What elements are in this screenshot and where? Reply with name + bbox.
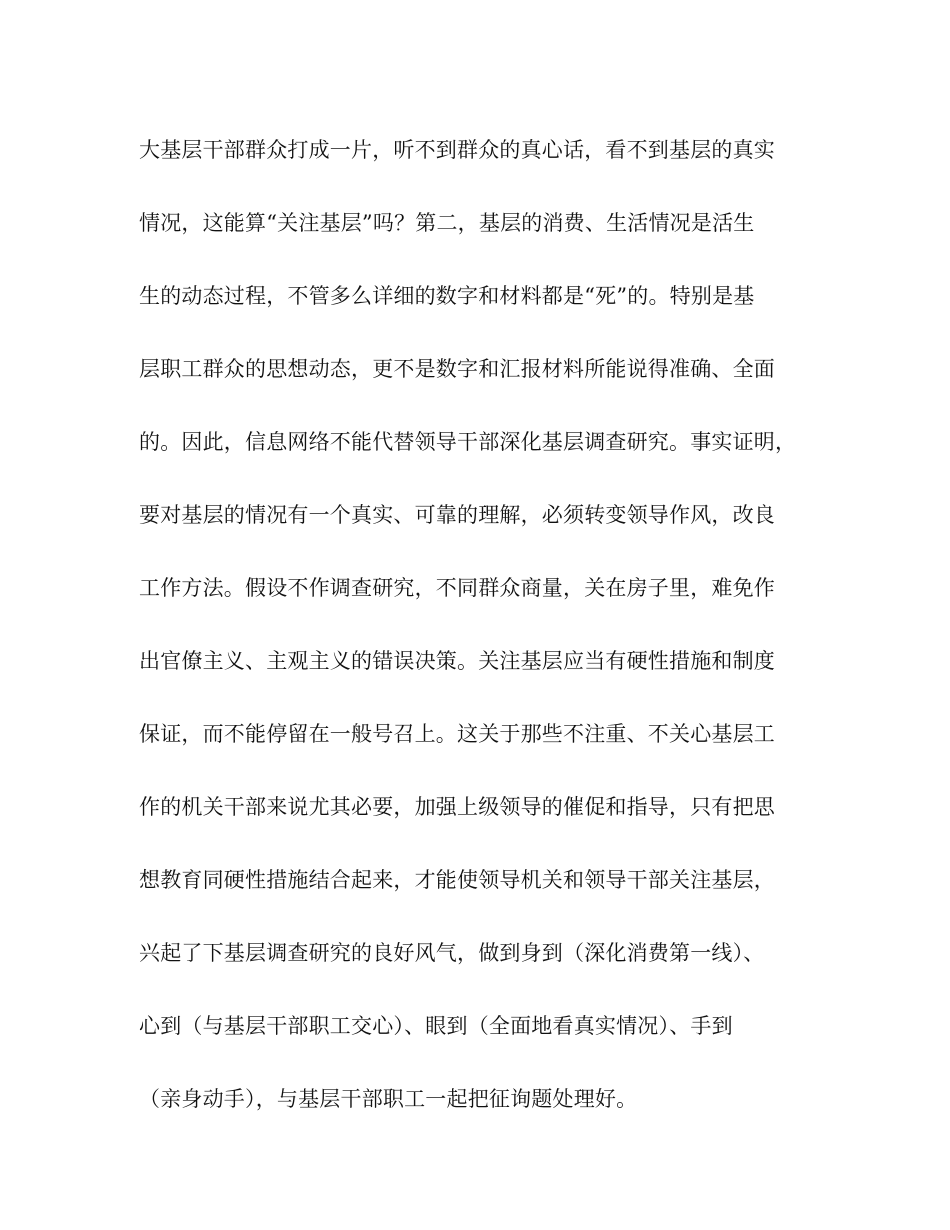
text-line-8: 出官僚主义、主观主义的错误决策。关注基层应当有硬性措施和制度	[139, 649, 775, 673]
text-line-11: 想教育同硬性措施结合起来，才能使领导机关和领导干部关注基层，	[139, 868, 775, 892]
text-line-3: 生的动态过程，不管多么详细的数字和材料都是“死”的。特别是基	[139, 284, 755, 308]
text-line-13: 心到（与基层干部职工交心）、眼到（全面地看真实情况）、手到	[139, 1014, 733, 1038]
text-line-4: 层职工群众的思想动态，更不是数字和汇报材料所能说得准确、全面	[139, 357, 775, 381]
text-line-6: 要对基层的情况有一个真实、可靠的理解，必须转变领导作风，改良	[139, 503, 775, 527]
body-text	[139, 127, 819, 1149]
text-line-10: 作的机关干部来说尤其必要，加强上级领导的催促和指导，只有把思	[139, 795, 775, 819]
text-line-5: 的。因此，信息网络不能代替领导干部深化基层调查研究。事实证明，	[139, 430, 797, 454]
text-line-2: 情况，这能算“关注基层”吗？第二，基层的消费、生活情况是活生	[139, 211, 755, 235]
text-line-7: 工作方法。假设不作调查研究，不同群众商量，关在房子里，难免作	[139, 576, 775, 600]
text-line-14: （亲身动手），与基层干部职工一起把征询题处理好。	[139, 1087, 638, 1111]
text-line-1: 大基层干部群众打成一片，听不到群众的真心话，看不到基层的真实	[139, 138, 775, 162]
text-line-9: 保证，而不能停留在一般号召上。这关于那些不注重、不关心基层工	[139, 722, 775, 746]
text-line-12: 兴起了下基层调查研究的良好风气，做到身到（深化消费第一线）、	[139, 941, 765, 965]
